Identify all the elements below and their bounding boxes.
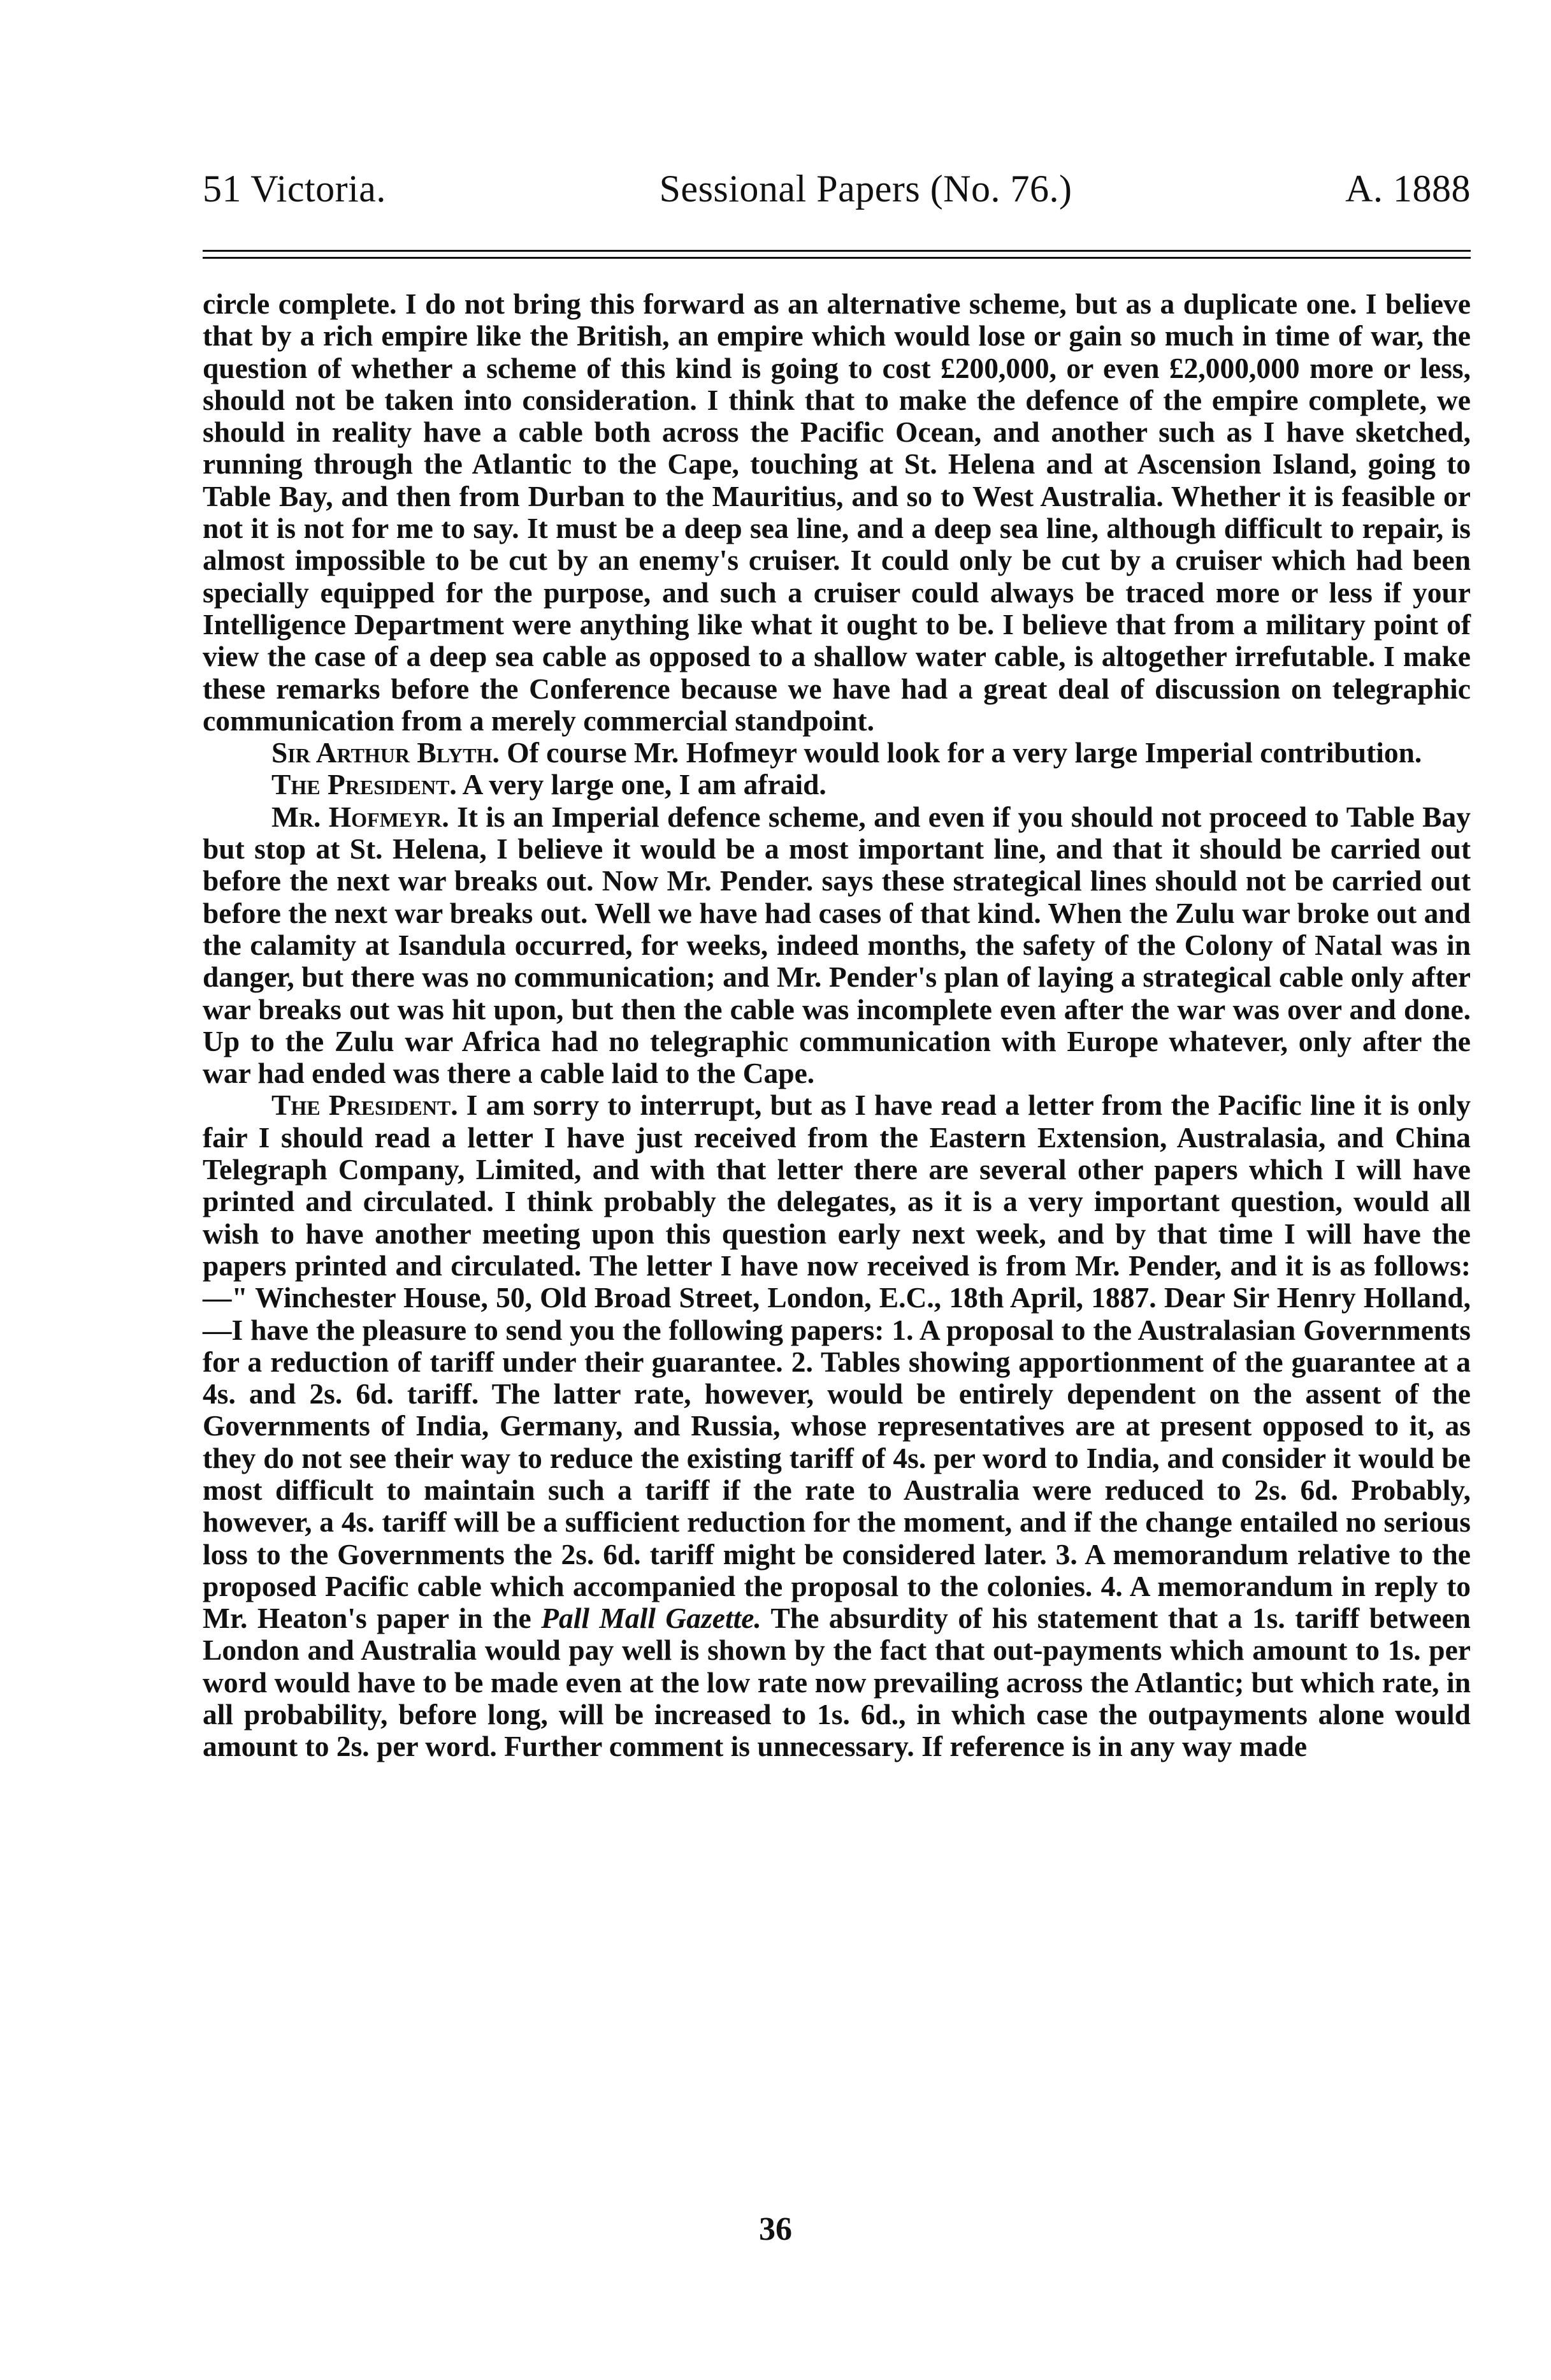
speech-text: Of course Mr. Hofmeyr would look for a very large Imperial contribution. bbox=[507, 736, 1422, 769]
page-number: 36 bbox=[759, 2211, 792, 2247]
speech-text: I am sorry to interrupt, but as I have read a letter from the Pacific line it is only fair I should read a letter I have just received from the Eastern Extension, Australasia, and China Telegraph Company, Limited, and with that letter there are several other papers which I will have printed and circulated. I think probably the delegates, as it is a very important question, would all wish to have another meeting upon this question early next week, and by that time I will have the papers printed and circulated. The letter I have now received is from Mr. Pender, and it is as follows:—" Winchester House, 50, Old Broad Street, London, E.C., 18th April, 1887. Dear Sir Henry Holland,—I have the pleasure to send you the following papers: 1. A proposal to the Australasian Governments for a reduction of tariff under their guarantee. 2. Tables showing apportionment of the guarantee at a 4s. and 2s. 6d. tariff. The latter rate, however, would be entirely dependent on the assent of the Governments of India, Germany, and Russia, whose representatives are at present opposed to it, as they do not see their way to reduce the existing tariff of 4s. per word to India, and consider it would be most difficult to maintain such a tariff if the rate to Australia were reduced to 2s. 6d. Probably, however, a 4s. tariff will be a sufficient reduction for the moment, and if the change entailed no serious loss to the Governments the 2s. 6d. tariff might be considered later. 3. A memorandum relative to the proposed Pacific cable which accompanied the proposal to the colonies. 4. A memorandum in reply to Mr. Heaton's paper in the bbox=[203, 1089, 1471, 1635]
header-title: Sessional Papers (No. 76.) bbox=[659, 168, 1072, 210]
speech-paragraph bbox=[203, 801, 1471, 1090]
speech-paragraph bbox=[203, 1089, 1471, 1762]
running-header bbox=[203, 167, 1471, 211]
speaker-name: Mr. Hofmeyr. bbox=[271, 800, 449, 833]
header-rule-bottom bbox=[203, 257, 1471, 259]
speaker-name: The President. bbox=[271, 1089, 458, 1122]
header-year: A. 1888 bbox=[1345, 168, 1471, 210]
paragraph bbox=[203, 288, 1471, 737]
speech-paragraph bbox=[203, 737, 1471, 769]
speech-text: It is an Imperial defence scheme, and even if you should not proceed to Table Bay but stop at St. Helena, I believe it would be a most important line, and that it should be carried out before the next war breaks out. Now Mr. Pender. says these strategical lines should not be carried out before the next war breaks out. Well we have had cases of that kind. When the Zulu war broke out and the calamity at Isandula occurred, for weeks, indeed months, the safety of the Colony of Natal was in danger, but there was no communication; and Mr. Pender's plan of laying a strategical cable only after war breaks out was hit upon, but then the cable was incomplete even after the war was over and done. Up to the Zulu war Africa had no telegraphic communication with Europe whatever, only after the war had ended was there a cable laid to the Cape. bbox=[203, 800, 1471, 1090]
header-rule-top bbox=[203, 250, 1471, 252]
speaker-name: Sir Arthur Blyth. bbox=[271, 736, 500, 769]
body-text bbox=[203, 288, 1471, 1763]
speech-paragraph bbox=[203, 769, 1471, 801]
header-session: 51 Victoria. bbox=[203, 168, 386, 210]
speech-text: A very large one, I am afraid. bbox=[462, 768, 826, 801]
speech-text-continued: The absurdity of his statement that a 1s. tariff between London and Australia would pay well is shown by the fact that out-payments which amount to 1s. per word would have to be made even at the low rate now prevailing across the Atlantic; but which rate, in all probability, before long, will be increased to 1s. 6d., in which case the outpayments alone would amount to 2s. per word. Further comment is unnecessary. If reference is in any way made bbox=[203, 1602, 1471, 1763]
publication-title: Pall Mall Gazette. bbox=[541, 1602, 761, 1635]
paragraph-text: circle complete. I do not bring this forward as an alternative scheme, but as a duplicate one. I believe that by a rich empire like the British, an empire which would lose or gain so much in time of war, the question of whether a scheme of this kind is going to cost £200,000, or even £2,000,000 more or less, should not be taken into consideration. I think that to make the defence of the empire complete, we should in reality have a cable both across the Pacific Ocean, and another such as I have sketched, running through the Atlantic to the Cape, touching at St. Helena and at Ascension Island, going to Table Bay, and then from Durban to the Mauritius, and so to West Australia. Whether it is feasible or not it is not for me to say. It must be a deep sea line, and a deep sea line, although difficult to repair, is almost impossible to be cut by an enemy's cruiser. It could only be cut by a cruiser which had been specially equipped for the purpose, and such a cruiser could always be traced more or less if your Intelligence Department were anything like what it ought to be. I believe that from a military point of view the case of a deep sea cable as opposed to a shallow water cable, is altogether irrefutable. I make these remarks before the Conference because we have had a great deal of discussion on telegraphic communication from a merely commercial standpoint. bbox=[203, 287, 1471, 737]
speaker-name: The President. bbox=[271, 768, 457, 801]
